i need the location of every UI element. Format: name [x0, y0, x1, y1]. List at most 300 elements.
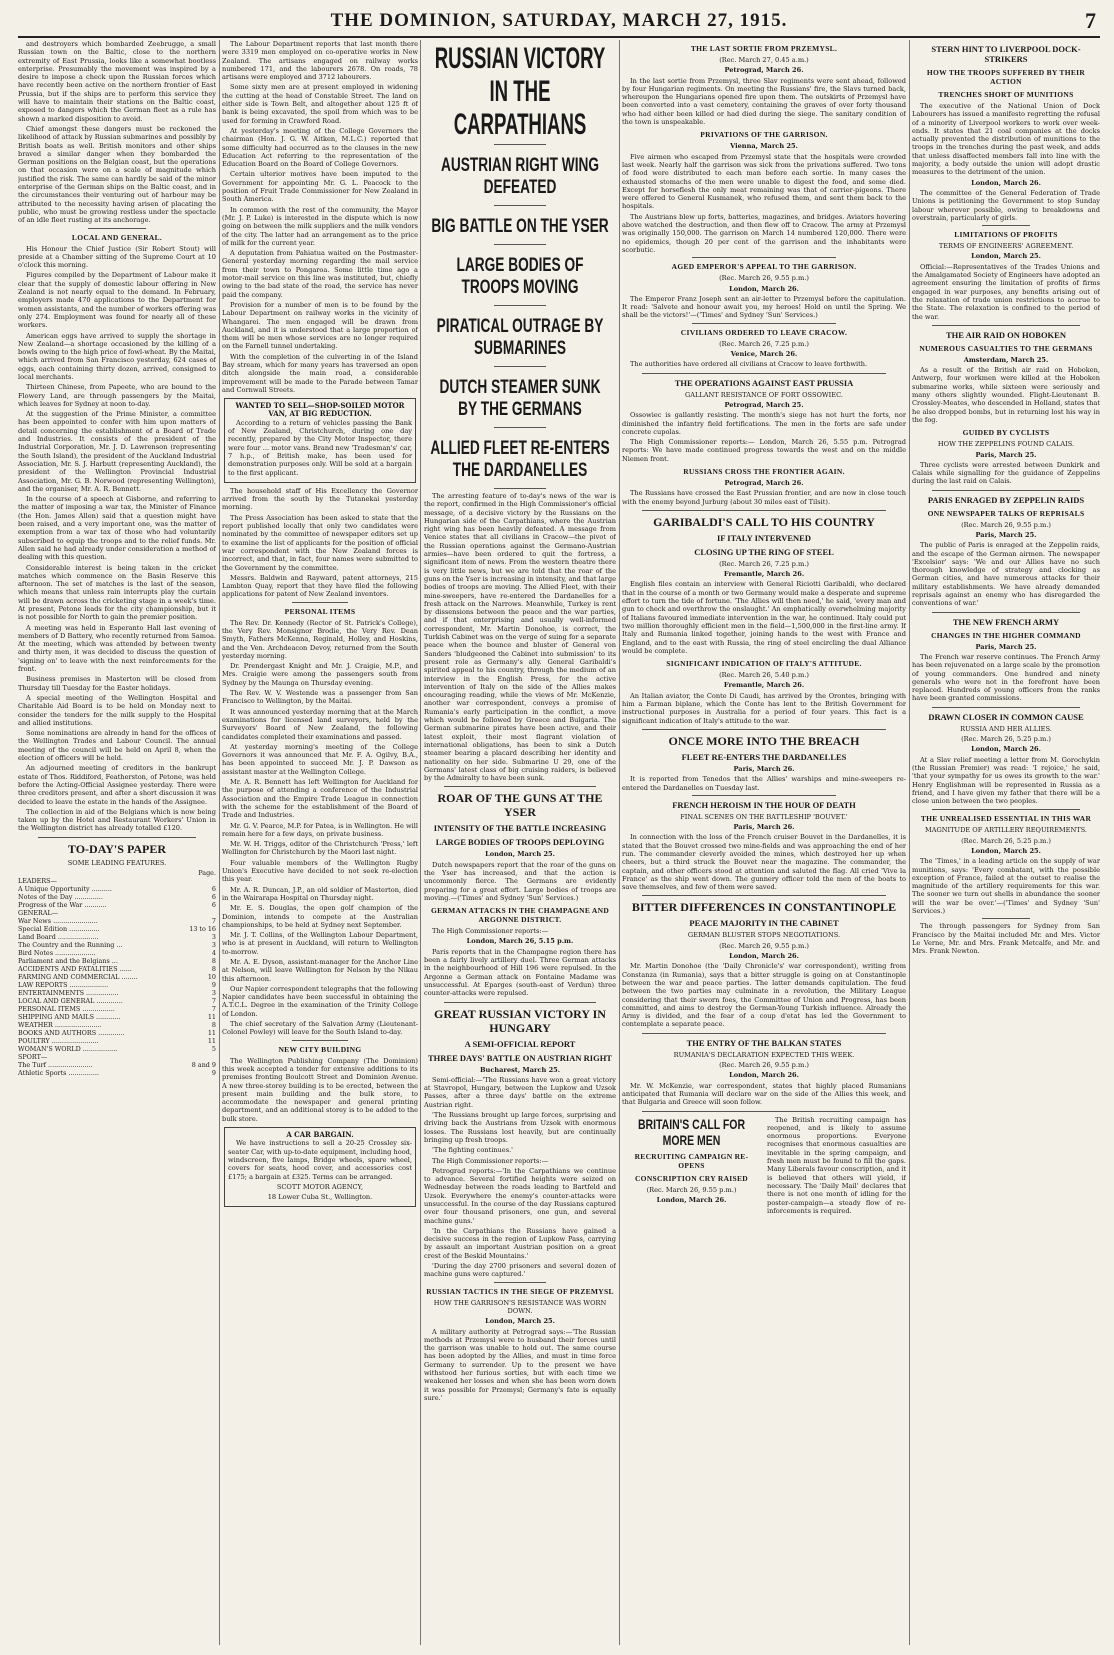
contents-row	[18, 893, 216, 901]
dateline: Petrograd, March 26.	[724, 478, 804, 487]
column-3	[424, 40, 616, 1648]
dock-strikers-subheading: HOW THE TROOPS SUFFERED BY THEIR ACTION	[926, 68, 1086, 86]
divider	[642, 510, 886, 511]
contents-row	[18, 1021, 216, 1029]
news-item: Messrs. Baldwin and Rayward, patent attorneys, 215 Lambton Quay, report that they have filed the following applications for patent of New Zealand inventors.	[222, 573, 418, 599]
news-item: 'The fighting continues.'	[432, 1146, 513, 1155]
divider	[444, 1002, 596, 1003]
received-time: (Rec. March 26, 9.55 p.m.)	[719, 274, 809, 283]
divider	[494, 144, 546, 145]
contents-page: 8 and 9	[191, 1061, 216, 1070]
divider	[692, 257, 836, 258]
hungary-subheading: A SEMI-OFFICIAL REPORT	[464, 1038, 576, 1049]
dateline: London, March 26.	[971, 745, 1041, 754]
local-and-general-heading: LOCAL AND GENERAL.	[71, 232, 163, 242]
dateline: London, March 26.	[971, 178, 1041, 187]
column-rule	[619, 40, 620, 1645]
sortie-heading: THE LAST SORTIE FROM PRZEMYSL.	[690, 44, 838, 53]
contents-row	[18, 917, 216, 925]
dock-strikers-subheading: TRENCHES SHORT OF MUNITIONS	[938, 90, 1074, 99]
news-item: The executive of the National Union of Dock Labourers has issued a manifesto regretting the refusal of a minority of Liverpool workers to work over week-ends. It states that 21 coal companies at the docks actually prevented the distribution of munitions to the troops in the trenches during the past week, and adds that unless disaffected members fall into line with the majority, a body outside the union will adopt drastic measures to the detriment of the union.	[912, 102, 1100, 177]
divider	[642, 373, 886, 374]
divider	[292, 602, 348, 603]
column-rule	[219, 40, 220, 1645]
dateline: Petrograd, March 26.	[724, 66, 804, 75]
contents-label: PERSONAL ITEMS ................	[18, 1005, 115, 1014]
contents-row	[18, 941, 216, 949]
cracow-heading: CIVILIANS ORDERED TO LEAVE CRACOW.	[680, 327, 848, 337]
dateline: London, March 26, 5.15 p.m.	[466, 937, 574, 946]
emperor-heading: AGED EMPEROR'S APPEAL TO THE GARRISON.	[671, 262, 857, 272]
masthead	[18, 6, 1100, 38]
privations-heading: PRIVATIONS OF THE GARRISON.	[700, 130, 828, 140]
news-item: Dutch newspapers report that the roar of the guns on the Yser has increased, and that the action is uncommonly fierce. The Germans are evidently preparing for a great effort. Large bodies of troops are moving.—('Times' and Sydney 'Sun' Services.)	[424, 860, 616, 902]
news-item: At a Slav relief meeting a letter from M. Gorochykin (the Russian Premier) was read: 'I rejoice,' he said, 'that your sympathy for us owes its growth to the war.' Henry Englishman will be represented in Russia as a friend, and I have given my father that there will be a close union between the two peoples.	[912, 755, 1100, 806]
dateline: Petrograd, March 25.	[724, 400, 804, 409]
contents-row	[18, 973, 216, 981]
contents-label: BOOKS AND AUTHORS .............	[18, 1029, 125, 1038]
dateline: Paris, March 26.	[733, 764, 795, 773]
contents-page: 8	[211, 1021, 216, 1030]
contents-page: 9	[211, 1069, 216, 1078]
news-item: Some nominations are already in hand for the offices of the Wellington Trades and Labour Council. The annual meeting of the council will be held on April 8, when the election of officers will be held.	[18, 729, 216, 763]
contents-label: POULTRY .......................	[18, 1037, 99, 1046]
contents-label: A Unique Opportunity ..........	[18, 885, 112, 894]
contents-row	[18, 957, 216, 965]
news-item: At yesterday's meeting of the College Governors the chairman (Hon. J. G. W. Aitken, M.L.C.) reported that some difficulty had occurred as to the clauses in the new Education Act referring to the representation of the Education Board on the Board of College Governors.	[222, 126, 418, 169]
contents-label: SPORT—	[18, 1053, 48, 1062]
breach-subheading: FLEET RE-ENTERS THE DARDANELLES	[681, 751, 847, 762]
paris-heading: PARIS ENRAGED BY ZEPPELIN RAIDS	[927, 494, 1085, 505]
divider	[932, 325, 1080, 326]
news-item: An Italian aviator, the Conte Di Caudi, has arrived by the Orontes, bringing with him a Farman biplane, which the Conte has lent to the British Government for instructional purposes in Australia for a period of four years. This fact is a significant indication of Italy's attitude to the war.	[622, 691, 906, 725]
dateline: Vienna, March 25.	[730, 142, 798, 151]
contents-row	[18, 1053, 216, 1061]
contents-page: 6	[211, 885, 216, 894]
headline: DUTCH STEAMER SUNK BY THE GERMANS	[439, 377, 601, 420]
britain-subheading: CONSCRIPTION CRY RAISED	[634, 1173, 749, 1183]
contents-row	[18, 1013, 216, 1021]
column-1	[18, 40, 216, 1648]
contents-row	[18, 1069, 216, 1077]
news-item: In the last sortie from Przemysl, three Slav regiments were sent ahead, followed by four Hungarian regiments. On meeting the Russians' fire, the Slavs turned back, whereupon the Hungarians opened fire upon them. The outskirts of Przemysl have been converted into a vast cemetery, containing the graves of over forty thousand who had either been killed or had died during the siege. The sanitary condition of the town is unspeakable.	[622, 76, 906, 127]
news-item: The French war reserve continues. The French Army has been rejuvenated on a large scale by the promotion of young commanders. One hundred and ninety generals who were not in the forefront have been replaced. Hundreds of young officers from the ranks have been granted commissions.	[912, 652, 1100, 703]
news-item: In connection with the loss of the French cruiser Bouvet in the Dardanelles, it is stated that the Bouvet crossed two mine-fields and was approaching the end of her run. The commander cleverly avoided the mines, which destroyed her up when cheers, but a third struck the Bouvet near the magazine. The commander, the captain, and other officers stood at attention and saluted the flag. All cried 'Vive la France' as the ship went down. The gunnery officer told the men of the boats to save themselves, and few of them were saved.	[622, 833, 906, 892]
ad-heading: A CAR BARGAIN.	[286, 1130, 354, 1140]
news-item: It is reported from Tenedos that the Allies' warships and mine-sweepers re-entered the Dardanelles on Tuesday last.	[622, 775, 906, 792]
contents-page: 6	[211, 893, 216, 902]
constantinople-subheading: PEACE MAJORITY IN THE CABINET	[689, 918, 839, 929]
received-time: (Rec. March 26, 5.25 p.m.)	[961, 836, 1051, 845]
news-item: Semi-official:—'The Russians have won a great victory at Stavropol, Hungary, between the Lupkow and Uzsok Passes, after a three days' battle on the extreme Austrian right.	[424, 1075, 616, 1109]
contents-label: LAW REPORTS ...................	[18, 981, 109, 990]
french-army-heading: THE NEW FRENCH ARMY	[952, 616, 1060, 627]
contents-label: Notes of the Day ..............	[18, 893, 103, 902]
contents-label: SHIPPING AND MAILS ............	[18, 1013, 121, 1022]
news-item: The Labour Department reports that last month there were 3319 men employed on co-operative works in New Zealand. The artisans engaged on railway works numbered 171, and the labourers 2678. On roads, 78 artisans were employed and 3712 labourers.	[222, 40, 418, 82]
divider	[494, 488, 546, 489]
news-item: The committee of the General Federation of Trade Unions is petitioning the Government to stop Sunday labour wherever possible, owing to breakdowns and overstrain, particularly of girls.	[912, 188, 1100, 222]
divider	[494, 305, 546, 306]
news-item: Thirteen Chinese, from Papeete, who are bound to the Flowery Land, are through passengers by the Maitai, which leaves for Sydney at noon to-day.	[18, 383, 216, 408]
east-prussia-heading: THE OPERATIONS AGAINST EAST PRUSSIA	[674, 377, 854, 388]
contents-label: ENTERTAINMENTS ................	[18, 989, 119, 998]
constantinople-subheading-2: GERMAN BLUSTER STOPS NEGOTIATIONS.	[687, 931, 841, 940]
news-item: With the completion of the culverting in of the Island Bay stream, which for many years has traversed an open ditch alongside the main road, a considerable improvement will be made to the Parade between Tamar and Cornwall Streets.	[222, 352, 418, 394]
contents-label: WEATHER .......................	[18, 1021, 102, 1030]
ad-heading: WANTED TO SELL—SHOP-SOILED MOTOR VAN, AT BIG REDUCTION.	[235, 401, 405, 419]
contents-row	[18, 925, 216, 933]
received-time: (Rec. March 26, 5.40 p.m.)	[719, 671, 809, 680]
personal-item: The Rev. W. V. Westende was a passenger from San Francisco to Wellington, by the Maitai.	[222, 689, 418, 706]
hungary-subheading: THREE DAYS' BATTLE ON AUSTRIAN RIGHT	[428, 1052, 612, 1063]
contents-row	[18, 981, 216, 989]
contents-page: 6	[211, 901, 216, 910]
news-item: In the course of a speech at Gisborne, and referring to the matter of imposing a war tax, the Minister of Finance (the Hon. James Allen) said that a question might have been raised, and a very important one, was the matter of exemption from a war tax of those who had voluntarily subscribed to equip the troops and to the relief funds. Mr. Allen said he had already under consideration a method of dealing with this question.	[18, 495, 216, 562]
hungary-heading: GREAT RUSSIAN VICTORY IN HUNGARY	[434, 1006, 606, 1035]
received-time: (Rec. March 26, 9.55 p.m.)	[646, 1185, 737, 1194]
dateline: London, March 25.	[971, 252, 1041, 261]
contents-label: Special Edition ...............	[18, 925, 100, 934]
dateline: Venice, March 26.	[730, 350, 798, 359]
contents-page: 8	[211, 957, 216, 966]
todays-paper-subheading: SOME LEADING FEATURES.	[67, 858, 167, 867]
britain-call-heading: BRITAIN'S CALL FOR MORE MEN	[637, 1115, 746, 1148]
contents-row	[18, 965, 216, 973]
east-prussia-subheading: GALLANT RESISTANCE OF FORT OSSOWIEC.	[685, 390, 843, 399]
garibaldi-subheading: IF ITALY INTERVENED	[716, 532, 811, 543]
news-item: Five airmen who escaped from Przemysl state that the hospitals were crowded last week. Nearly half the garrison was sick from the privations suffered. Two tons of food were distributed to each man before each sortie. In many cases the exhausted stomachs of the men were unable to digest the food, and some died. Except for horseflesh the only meat remaining was that of carrier-pigeons. There were offered to General Kusmanek, who refused them, and sent them back to the hospitals.	[622, 152, 906, 211]
cyclists-heading: GUIDED BY CYCLISTS	[962, 428, 1050, 438]
common-cause-heading: DRAWN CLOSER IN COMMON CAUSE	[928, 711, 1084, 722]
contents-page: 7	[211, 1005, 216, 1014]
contents-page: 4	[211, 949, 216, 958]
contents-label: The Turf ......................	[18, 1061, 93, 1070]
contents-row	[18, 1037, 216, 1045]
dateline: Fremantle, March 26.	[723, 570, 805, 579]
contents-label: ACCIDENTS AND FATALITIES ......	[18, 965, 132, 974]
divider	[642, 729, 886, 730]
divider	[982, 918, 1030, 919]
contents-row	[18, 989, 216, 997]
news-item: The High Commissioner reports:—	[432, 927, 549, 936]
news-item: A deputation from Pahiatua waited on the Postmaster-General yesterday morning regarding the mail service from their town to Pongaroa. Some little time ago a motor-mail service on this line was instituted, but, chiefly owing to the bad state of the road, the service has never paid the company.	[222, 249, 418, 299]
heroism-subheading: FINAL SCENES ON THE BATTLESHIP 'BOUVET.'	[680, 812, 848, 821]
contents-page: 3	[211, 989, 216, 998]
divider	[932, 490, 1080, 491]
received-time: (Rec. March 26, 9.55 p.m.)	[719, 941, 809, 950]
contents-page: 3	[211, 941, 216, 950]
dateline: Paris, March 25.	[975, 530, 1037, 539]
contents-page: 3	[211, 933, 216, 942]
contents-row	[18, 877, 216, 885]
received-time: (Rec. March 26, 5.25 p.m.)	[961, 735, 1051, 744]
dateline: Bucharest, March 25.	[479, 1065, 561, 1074]
profits-heading: LIMITATIONS OF PROFITS	[954, 230, 1058, 240]
contents-header: Page.	[198, 869, 216, 878]
yser-subheading: LARGE BODIES OF TROOPS DEPLOYING	[435, 837, 605, 848]
dateline: Paris, March 25.	[975, 642, 1037, 651]
frontier-heading: RUSSIANS CROSS THE FRONTIER AGAIN.	[683, 466, 845, 476]
divider	[642, 895, 886, 896]
contents-row	[18, 1045, 216, 1053]
hoboken-heading: THE AIR RAID ON HOBOKEN	[946, 329, 1066, 340]
news-item: The British recruiting campaign has reopened, and is likely to assume enormous proportions. Everyone recognises that enormous casualties are inevitable in the spring campaign, and fresh men must be found to fill the gaps. Many Liberals favour conscription, and it is believed that others will yield, if necessary. The 'Daily Mail' declares that there is not one month of idling for the poster-campaign—a steady flow of re-inforcements is required.	[767, 1115, 906, 1215]
contents-row	[18, 997, 216, 1005]
news-item: The Press Association has been asked to state that the report published locally that only two candidates were nominated by the committee of newspaper editors set up to examine the list of applicants for the position of official war correspondent with the New Zealand forces is incorrect, and that, in fact, four names were submitted to the Government by the committee.	[222, 513, 418, 572]
contents-page: 13 to 16	[189, 925, 216, 934]
contents-page: 11	[207, 1013, 216, 1022]
contents-label: FARMING AND COMMERCIAL ........	[18, 973, 138, 982]
dateline: Paris, March 25.	[975, 450, 1037, 459]
received-time: (Rec. March 26, 7.25 p.m.)	[719, 559, 809, 568]
contents-list	[18, 869, 216, 1077]
news-item: A meeting was held in Esperanto Hall last evening of members of D Battery, who recently returned from Samoa. At the meeting, which was attended by between twenty and thirty men, it was decided to discuss the question of 'signing on' to leave with the next reinforcements for the front.	[18, 623, 216, 674]
new-city-building-heading: NEW CITY BUILDING	[278, 1044, 362, 1054]
personal-item: Mr. A. R. Duncan, J.P., an old soldier of Masterton, died in the Wairarapa Hospital on Thursday night.	[222, 885, 418, 902]
contents-page: 9	[211, 981, 216, 990]
tactics-heading: RUSSIAN TACTICS IN THE SIEGE OF PRZEMYSL	[426, 1286, 614, 1296]
dateline: London, March 26.	[656, 1195, 727, 1204]
received-time: (Rec. March 26, 7.25 p.m.)	[719, 339, 809, 348]
war-summary: The arresting feature of to-day's news of the war is the report, confirmed in the High Commissioner's official message, of a decisive victory by the Russians on the Hungarian side of the Carpathians, where the Austrian right wing has been heavily defeated. A message from Venice states that all civilians in Cracow—the pivot of the Russian operations against the Germano-Austrian armies—have been ordered to quit the fortress, a significant item of news. From the western theatre there is very little news, but we are told that the roar of the guns on the Yser is increasing in intensity, and that large bodies of troops are moving. The Allied Fleet, with their mine-sweepers, have re-entered the Dardanelles for a fresh attack on the Narrows. Meanwhile, Turkey is rent by dissensions between the peace and the war parties, and if that enterprising and usually well-informed correspondent, Mr. Martin Donohoe, is correct, the Turkish Cabinet was on the verge of suing for a separate peace when the bounce and bluster of General von Sanders 'bludgeoned the Cabinet into submission' to its present role as Germany's ally. General Garibaldi's spirited appeal to his country, through the medium of an interview in the English Press, for the active intervention of Italy on the side of the Allies makes encouraging reading, while the views of Mr. McKenzie, another war correspondent, conveys a promise of Rumania's early participation in the conflict, a move which would be followed by Greece and Bulgaria. The German submarine pirates have been active, and their latest exploit, their most flagrant violation of international obligations, has been to sink a Dutch steamer bearing a placard describing her identity and nationality on her side. Submarine U 29, one of the Germans' latest class of big cruising raiders, is believed by the Admiralty to have been sunk.	[424, 492, 616, 783]
divider	[642, 1033, 886, 1034]
classified-ad-motor-van	[224, 398, 416, 483]
news-item: Mr. Martin Donohoe (the 'Daily Chronicle's' war correspondent), writing from Constanza (in Rumania), says that a bitter struggle is going on at Constantinople between the war and peace parties. The latter demands capitulation. The feud between the two parties may culminate in a revolution, the Military League considering that their sworn foes, the Committee of Union and Progress, has been committed, and aims to destroy the German-Young Turkish influence. Already the Army is divided, and the fear of a coup d'etat has led the Government to contemplate a separate peace.	[622, 962, 906, 1029]
headline: AUSTRIAN RIGHT WING DEFEATED	[440, 155, 600, 198]
dateline: London, March 26.	[729, 1071, 799, 1080]
divider	[982, 225, 1030, 226]
news-item: The Emperor Franz Joseph sent an air-letter to Przemysl before the capitulation. It read: 'Salvete and honour await you, my heroes! Hold on until the Spring. We shall be the victors!'—('Times' and Sydney 'Sun' Services.)	[622, 294, 906, 320]
contents-row	[18, 1029, 216, 1037]
tactics-subheading: HOW THE GARRISON'S RESISTANCE WAS WORN DOWN.	[433, 1298, 607, 1315]
contents-label: Athletic Sports ...............	[18, 1069, 99, 1078]
news-item: As a result of the British air raid on Hoboken, Antwerp, four workmen were killed at the Hoboken submarine works, while sixteen were seriously and many others slightly wounded. Flight-Lieutenant B. Crossley-Meates, who descended in Holland, states that he also dropped bombs, but in returning lost his way in the fog.	[912, 366, 1100, 424]
contents-label: Land Board ....................	[18, 933, 99, 942]
headline: ALLIED FLEET RE-ENTERS THE DARDANELLES	[430, 438, 610, 481]
divider	[932, 707, 1080, 708]
news-item: At the suggestion of the Prime Minister, a committee has been appointed to confer with him upon matters of detail concerning the establishment of a Board of Trade and Industries. It consists of the president of the Industrial Corporation, Mr. J. D. Lawrenson (representing the South Island), the president of the Auckland Industrial Association, Mr. S. J. Harbutt (representing Auckland), the president of the Wellington Provincial Industrial Association, Mr. G. B. Norwood (representing Wellington), and the organiser, Mr. A. R. Bennett.	[18, 410, 216, 493]
constantinople-heading: BITTER DIFFERENCES IN CONSTANTINOPLE	[631, 900, 897, 915]
contents-label: LOCAL AND GENERAL .............	[18, 997, 123, 1006]
heroism-heading: FRENCH HEROISM IN THE HOUR OF DEATH	[672, 799, 856, 810]
headline: LARGE BODIES OF TROOPS MOVING	[456, 255, 584, 298]
received-time: (Rec. March 27, 0.45 a.m.)	[719, 56, 809, 64]
contents-label: War News ......................	[18, 917, 98, 926]
news-item: 'During the day 2700 prisoners and several dozen of machine guns were captured.'	[424, 1262, 616, 1279]
news-item: The 'Times,' in a leading article on the supply of war munitions, says: 'Every combatant, with the possible exception of France, failed at the outset to realise the magnitude of the artillery requirements for this war. The sooner we turn out shells in abundance the sooner will the war be over.'—('Times' and Sydney 'Sun' Services.)	[912, 857, 1100, 916]
classified-ad-car-bargain	[224, 1127, 416, 1207]
ad-address: 18 Lower Cuba St., Wellington.	[267, 1193, 373, 1202]
breach-heading: ONCE MORE INTO THE BREACH	[668, 733, 860, 748]
column-2	[222, 40, 418, 1648]
news-item: The Wellington Publishing Company (The Dominion) this week accepted a tender for extensive additions to its premises fronting Boulcott Street and Dominion Avenue. A new three-storey building is to be erected, between the present main building and the bulk store, to accommodate the newspaper and general printing department, and an additional storey is to be added to the bulk store.	[222, 1056, 418, 1123]
news-item: Official:—Representatives of the Trades Unions and the Amalgamated Society of Engineers have adopted an agreement ensuring the limitation of profits of firms engaged in war purposes, any benefits arising out of the relaxation of trade union restrictions to accrue to the State. The relaxation is confined to the period of the war.	[912, 262, 1100, 321]
dateline: Fremantle, March 26.	[723, 681, 805, 690]
contents-row	[18, 901, 216, 909]
divider	[88, 228, 146, 229]
news-item: Mr. W. McKenzie, war correspondent, states that highly placed Rumanians anticipated that Rumania will declare war on the side of the Allies this week, and that Bulgaria and Greece will soon follow.	[622, 1081, 906, 1107]
personal-item: Mr. J. T. Collins, of the Wellington Labour Department, who is at present in Auckland, will return to Wellington to-morrow.	[222, 931, 418, 956]
contents-page: 7	[211, 917, 216, 926]
contents-row	[18, 885, 216, 893]
contents-label: Bird Notes ....................	[18, 949, 96, 958]
contents-page: 10	[207, 973, 216, 982]
ad-body: We have instructions to sell a 20-25 Crossley six-seater Car, with up-to-date equipment, including hood, windscreen, five lamps, Bridge wheels, spare wheel, covers for seats, hood cover, and accessories cost £175; a bargain at £325. Terms can be arranged.	[228, 1139, 412, 1181]
contents-label: Parliament and the Belgians ...	[18, 957, 118, 966]
news-item: The public of Paris is enraged at the Zeppelin raids, and the escape of the German airmen. The newspaper 'Excelsior' says: 'We and our Allies have no such thorough knowledge of strategy and clocking as German cities, and have numerous attacks for their military establishments. We have already demanded reprisals against an enemy who has disregarded the conventions of war.'	[912, 541, 1100, 608]
dateline: London, March 25.	[485, 850, 555, 859]
main-headline: RUSSIAN VICTORY IN THE CARPATHIANS	[434, 42, 606, 141]
divider	[494, 366, 546, 367]
page-number: 7	[1085, 8, 1096, 33]
personal-item: At yesterday morning's meeting of the College Governors it was announced that Mr. F. A. Ogilvy, B.A., has been appointed to succeed Mr. J. P. Dawson as assistant master at the Wellington College.	[222, 742, 418, 776]
news-item: Provision for a number of men is to be found by the Labour Department on railway works in the vicinity of Whangarei. The men engaged will be drawn from Auckland, and it is understood that a large proportion of them will be men whose services are no longer required on the Farnell tunnel undertaking.	[222, 300, 418, 351]
column-rule	[420, 40, 421, 1645]
news-item: An adjourned meeting of creditors in the bankrupt estate of Thos. Riddiford, Featherston, of Petone, was held before the Acting-Official Assignee yesterday. There were three creditors present, and after a short discussion it was decided to leave the estate in the hands of the Assignee.	[18, 764, 216, 806]
hoboken-subheading: NUMEROUS CASUALTIES TO THE GERMANS	[919, 343, 1093, 353]
contents-page: 5	[211, 1045, 216, 1054]
received-time: (Rec. March 26, 9.55 p.m.)	[719, 1061, 809, 1070]
contents-row	[18, 949, 216, 957]
dateline: London, March 25.	[971, 847, 1041, 855]
news-item: Business premises in Masterton will be closed from Thursday till Tuesday for the Easter holidays.	[18, 675, 216, 692]
contents-label: Progress of the War ...........	[18, 901, 107, 910]
news-item: The collection in aid of the Belgians which is now being taken up by the Hotel and Restaurant Workers' Union in the Wellington district has already totalled £120.	[18, 807, 216, 833]
news-item: The Russians have crossed the East Prussian frontier, and are now in close touch with the enemy beyond Jurburg (about 30 miles east of Tilsit).	[622, 489, 906, 506]
news-item: Three cyclists were arrested between Dunkirk and Calais while signalling for the guidance of Zeppelins during the last raid on Calais.	[912, 460, 1100, 486]
news-item: The High Commissioner reports:— London, March 26, 5.55 p.m. Petrograd reports: We have made continued progress towards the west and on the middle Niemen front.	[622, 438, 906, 463]
contents-page: 7	[211, 997, 216, 1006]
column-rule	[909, 40, 910, 1645]
balkan-subheading: RUMANIA'S DECLARATION EXPECTED THIS WEEK.	[673, 1050, 855, 1059]
french-army-subheading: CHANGES IN THE HIGHER COMMAND	[931, 630, 1081, 640]
headline: BIG BATTLE ON THE YSER	[431, 216, 609, 237]
cyclists-subheading: HOW THE ZEPPELINS FOUND CALAIS.	[937, 440, 1075, 449]
personal-item: The Rev. Dr. Kennedy (Rector of St. Patrick's College), the Very Rev. Monsignor Brodie, the Very Rev. Dean Smyth, Fathers McKenna, Reginald, Holley, and Hoskins, and the Ven. Archdeacon Devoy, returned from the South yesterday morning.	[222, 618, 418, 660]
yser-heading: ROAR OF THE GUNS AT THE YSER	[437, 791, 603, 820]
britain-subheading: RECRUITING CAMPAIGN RE-OPENS	[634, 1151, 749, 1170]
news-item: His Honour the Chief Justice (Sir Robert Stout) will preside at a Chamber sitting of the Supreme Court at 10 o'clock this morning.	[18, 244, 216, 270]
common-cause-subheading: RUSSIA AND HER ALLIES.	[960, 724, 1052, 733]
column-5	[912, 40, 1100, 1648]
yser-subheading: INTENSITY OF THE BATTLE INCREASING	[433, 823, 607, 834]
divider	[38, 837, 196, 838]
divider	[292, 1040, 348, 1041]
divider	[642, 1111, 886, 1112]
contents-page: 8	[211, 965, 216, 974]
divider	[494, 205, 546, 206]
garibaldi-subheading: CLOSING UP THE RING OF STEEL	[694, 546, 834, 557]
news-item: In common with the rest of the community, the Mayor (Mr. J. P. Luke) is interested in the dispute which is now going on between the milk suppliers and the milk vendors of the city. The latter had an arrangement as to the price of milk for the current year.	[222, 205, 418, 247]
dateline: Paris, March 26.	[733, 823, 795, 832]
champagne-heading: GERMAN ATTACKS IN THE CHAMPAGNE AND ARGONNE DISTRICT.	[430, 906, 610, 925]
dateline: London, March 26.	[729, 952, 799, 961]
personal-item: Mr. A. R. Bennett has left Wellington for Auckland for the purpose of attending a conference of the Industrial Association and the Empire Trade League in connection with the scheme for the establishment of the Board of Trade and Industries.	[222, 778, 418, 820]
contents-label: The Country and the Running ...	[18, 941, 123, 950]
balkan-heading: THE ENTRY OF THE BALKAN STATES	[686, 1037, 842, 1048]
ad-signature: SCOTT MOTOR AGENCY,	[276, 1182, 364, 1191]
contents-page: 11	[207, 1029, 216, 1038]
news-item: A special meeting of the Wellington Hospital and Charitable Aid Board is to be held on Monday next to consider the tenders for the milk supply to the Hospital and allied institutions.	[18, 693, 216, 727]
britain-call-article	[622, 1116, 906, 1218]
news-item: A military authority at Petrograd says:—'The Russian methods at Przemysl were to husband their forces until the garrison was unable to hold out. The same course has been adopted by the Allies, and must in time force Germany to surrender. Up to the present we have withstood her furious sorties, but with each time we weakened her losses and when she has been worn down it was possible for Przemysl; Germany's fate is equally sure.'	[424, 1327, 616, 1402]
contents-label: LEADERS—	[18, 877, 57, 886]
news-item: 'In the Carpathians the Russians have gained a decisive success in the region of Lupkow Pass, carrying by assault an important Austrian position on a great crest of the Beskid Mountains.'	[424, 1226, 616, 1260]
article-paragraph: Chief amongst these dangers must be reckoned the likelihood of attack by Russian submarines and possibly by British boats as well. British monitors and other ships braved a similar danger when they bombarded the German positions on the Belgian coast, but the operations on that occasion were on a scale of magnitude which justified the risk. The same can hardly be said of the minor enterprise of the German ships on the Baltic coast, and in the circumstances their venturing out of harbour may be attributed to the necessity having arisen of placating the public, who must be growing restless under the spectacle of an idle fleet rusting at its anchorage.	[18, 124, 216, 225]
news-item: The High Commissioner reports:—	[432, 1156, 549, 1165]
news-item: American eggs have arrived to supply the shortage in New Zealand—a shortage occasioned by the killing of a bowls owing to the high price of fowl-wheat. By the Maitai, which arrived from San Francisco yesterday, 624 cases of eggs, each containing thirty dozen, arrived, consigned to local merchants.	[18, 331, 216, 381]
artillery-subheading: MAGNITUDE OF ARTILLERY REQUIREMENTS.	[924, 826, 1087, 835]
divider	[444, 786, 596, 787]
news-item: Considerable interest is being taken in the cricket matches which commence on the Basin Reserve this afternoon. The set of matches is the last of the season, which means that unless rain interrupts play the curtain will be drawn across the cricketing stage in a week's time. At present, Petone leads for the city championship, but it is not possible for North to gain the premier position.	[18, 563, 216, 622]
contents-page: 11	[207, 1037, 216, 1046]
news-item: The household staff of His Excellency the Governor arrived from the south by the Tutanekai yesterday morning.	[222, 486, 418, 512]
profits-subheading: TERMS OF ENGINEERS' AGREEMENT.	[938, 242, 1074, 251]
personal-item: It was announced yesterday morning that at the March examinations for licensed land surveyors, held by the Surveyors' Board of New Zealand, the following candidates completed their examinations and passed.	[222, 707, 418, 741]
contents-row	[18, 1005, 216, 1013]
news-item: Some sixty men are at present employed in widening the cutting at the head of Constable Street. The land on either side is Town Belt, and altogether about 125 ft of bank is being excavated, the spoil from which was to be used for forming in Crawford Road.	[222, 83, 418, 125]
todays-paper-heading: TO-DAY'S PAPER	[67, 841, 167, 856]
divider	[494, 1282, 546, 1283]
divider	[494, 427, 546, 428]
divider	[932, 612, 1080, 613]
divider	[692, 795, 836, 796]
garibaldi-heading: GARIBALDI'S CALL TO HIS COUNTRY	[653, 514, 875, 529]
contents-label: WOMAN'S WORLD .................	[18, 1045, 118, 1054]
personal-item: Our Napier correspondent telegraphs that the following Napier candidates have been successful in obtaining the A.T.C.L. Degree in the examination of the Trinity College of London.	[222, 984, 418, 1018]
dock-strikers-heading: STERN HINT TO LIVERPOOL DOCK-STRIKERS	[931, 44, 1081, 64]
contents-row	[18, 909, 216, 917]
article-paragraph: and destroyers which bombarded Zeebrugge, a small Russian town on the Baltic, close to the northern extremity of East Prussia, looks like a somewhat bootless enterprise. Presumably the movement was inspired by a desire to impose a check upon the Russian forces which have recently been active on the northern frontier of East Prussia, but if the ships are to perform this service they will have to maintain their stations on the Baltic coast, exposed to dangers which the German fleet as a rule has shown a marked disposition to avoid.	[18, 40, 216, 123]
news-item: Certain ulterior motives have been imputed to the Government for appointing Mr. G. L. Peacock to the position of Fruit Trade Commissioner for New Zealand in South America.	[222, 170, 418, 204]
artillery-heading: THE UNREALISED ESSENTIAL IN THIS WAR	[920, 814, 1092, 824]
masthead-title: THE DOMINION, SATURDAY, MARCH 27, 1915.	[330, 10, 788, 31]
news-item: The Austrians blew up forts, batteries, magazines, and bridges. Aviators hovering above watched the destruction, and then flew off to Cracow. The army at Przemysl was originally 150,000. The garrison on March 14 numbered 120,000. There were no epidemics, though 20 per cent of the garrison and the inhabitants were scorbutic.	[622, 212, 906, 254]
news-item: Ossowiec is gallantly resisting. The month's siege has not hurt the forts, nor diminished the infantry field fortifications. The men in the forts are safe under concrete cupolas.	[622, 411, 906, 436]
headline: PIRATICAL OUTRAGE BY SUBMARINES	[436, 316, 604, 359]
news-item: The through passengers for Sydney from San Francisco by the Maitai included Mr. and Mrs. Victor Le Verne, Mr. and Mrs. Frank Metcalfe, and Mr. and Mrs. Frank Newton.	[912, 922, 1100, 956]
paris-subheading: ONE NEWSPAPER TALKS OF REPRISALS	[927, 508, 1085, 518]
received-time: (Rec. March 26, 9.55 p.m.)	[961, 520, 1051, 529]
italy-attitude-heading: SIGNIFICANT INDICATION OF ITALY'S ATTITUDE.	[666, 659, 862, 669]
personal-item: The chief secretary of the Salvation Army (Lieutenant-Colonel Powley) will leave for the South Island to-day.	[222, 1020, 418, 1037]
personal-item: Dr. Prendergast Knight and Mr. J. Craigie, M.P., and Mrs. Craigie were among the passengers south from Sydney by the Maunga on Thursday evening.	[222, 662, 418, 687]
news-item: The authorities have ordered all civilians at Cracow to leave forthwith.	[630, 360, 868, 369]
personal-items-heading: PERSONAL ITEMS	[284, 606, 356, 616]
personal-item: Mr. G. V. Pearce, M.P. for Patea, is in Wellington. He will remain here for a few days, on private business.	[222, 821, 418, 838]
personal-item: Mr. W. H. Triggs, editor of the Christchurch 'Press,' left Wellington for Christchurch by the Maori last night.	[222, 840, 418, 857]
news-item: Paris reports that in the Champagne region there has been a fairly lively artillery duel. Three German attacks in the neighbourhood of Hill 196 were repulsed. In the Argonne a German attack on Fontaine Madame was unsuccessful. At Eparges (south-east of Verdun) three counter-attacks were repulsed.	[424, 947, 616, 998]
divider	[692, 323, 836, 324]
personal-item: Mr. A. E. Dyson, assistant-manager for the Anchor Line at Nelson, will leave Wellington for Nelson by the Nikau this afternoon.	[222, 957, 418, 983]
dateline: Amsterdam, March 25.	[963, 355, 1049, 364]
personal-item: Four valuable members of the Wellington Rugby Union's Executive have decided to not seek re-election this year.	[222, 858, 418, 884]
personal-item: Mr. E. S. Douglas, the open golf champion of the Dominion, intends to compete at the Australian championships, to be held at Sydney next September.	[222, 904, 418, 929]
contents-row	[18, 1061, 216, 1069]
contents-label: GENERAL—	[18, 909, 59, 918]
news-item: 'The Russians brought up large forces, surprising and driving back the Austrians from Uzsok with enormous losses. The Russians lost heavily, but are continually bringing up fresh troops.	[424, 1111, 616, 1144]
news-item: Figures compiled by the Department of Labour make it clear that the supply of domestic labour offering in New Zealand is not nearly equal to the demand. In February, employers made 470 applications to the Department for women assistants, and the number of workers offering was only 274. Employment was found for nearly all of these workers.	[18, 271, 216, 330]
ad-body: According to a return of vehicles passing the Bank of New Zealand, Christchurch, during one day recently, prepared by the City Motor Inspector, there were four ... motor vans. Brand new 'Tradesman's' car, 7 h.p., of British make, has been used for demonstration purposes only. Will be sold at a bargain to the first applicant.	[228, 418, 412, 477]
news-item: English files contain an interview with General Riciotti Garibaldi, who declared that in the course of a month or two Germany would make a desperate and supreme effort to turn the tide of fortune. 'The Allies will then need,' he said, 'every man and gun to check and overthrow the onslaught.' An emphatically overwhelming majority of Italians favoured immediate intervention in the war, he continued. Italy could put two million thoroughly efficient men in the field—1,500,000 in the first-line army. If Italy and Rumania linked together, joining hands to the west with France and England, and to the east with Russia, the ring of steel encircling the dual Alliance would be complete.	[622, 580, 906, 655]
dateline: London, March 26.	[729, 284, 799, 293]
contents-row	[18, 933, 216, 941]
divider	[494, 244, 546, 245]
column-4	[622, 40, 906, 1648]
dateline: London, March 25.	[485, 1317, 555, 1326]
news-item: Petrograd reports:—'In the Carpathians we continue to advance. Several fortified heights were seized on Wednesday between the roads leading to Bartfeld and Uzsok. Everywhere the enemy's counter-attacks were unsuccessful. In the course of the day Russians captured over four thousand prisoners, one gun, and several machine guns.'	[424, 1166, 616, 1225]
